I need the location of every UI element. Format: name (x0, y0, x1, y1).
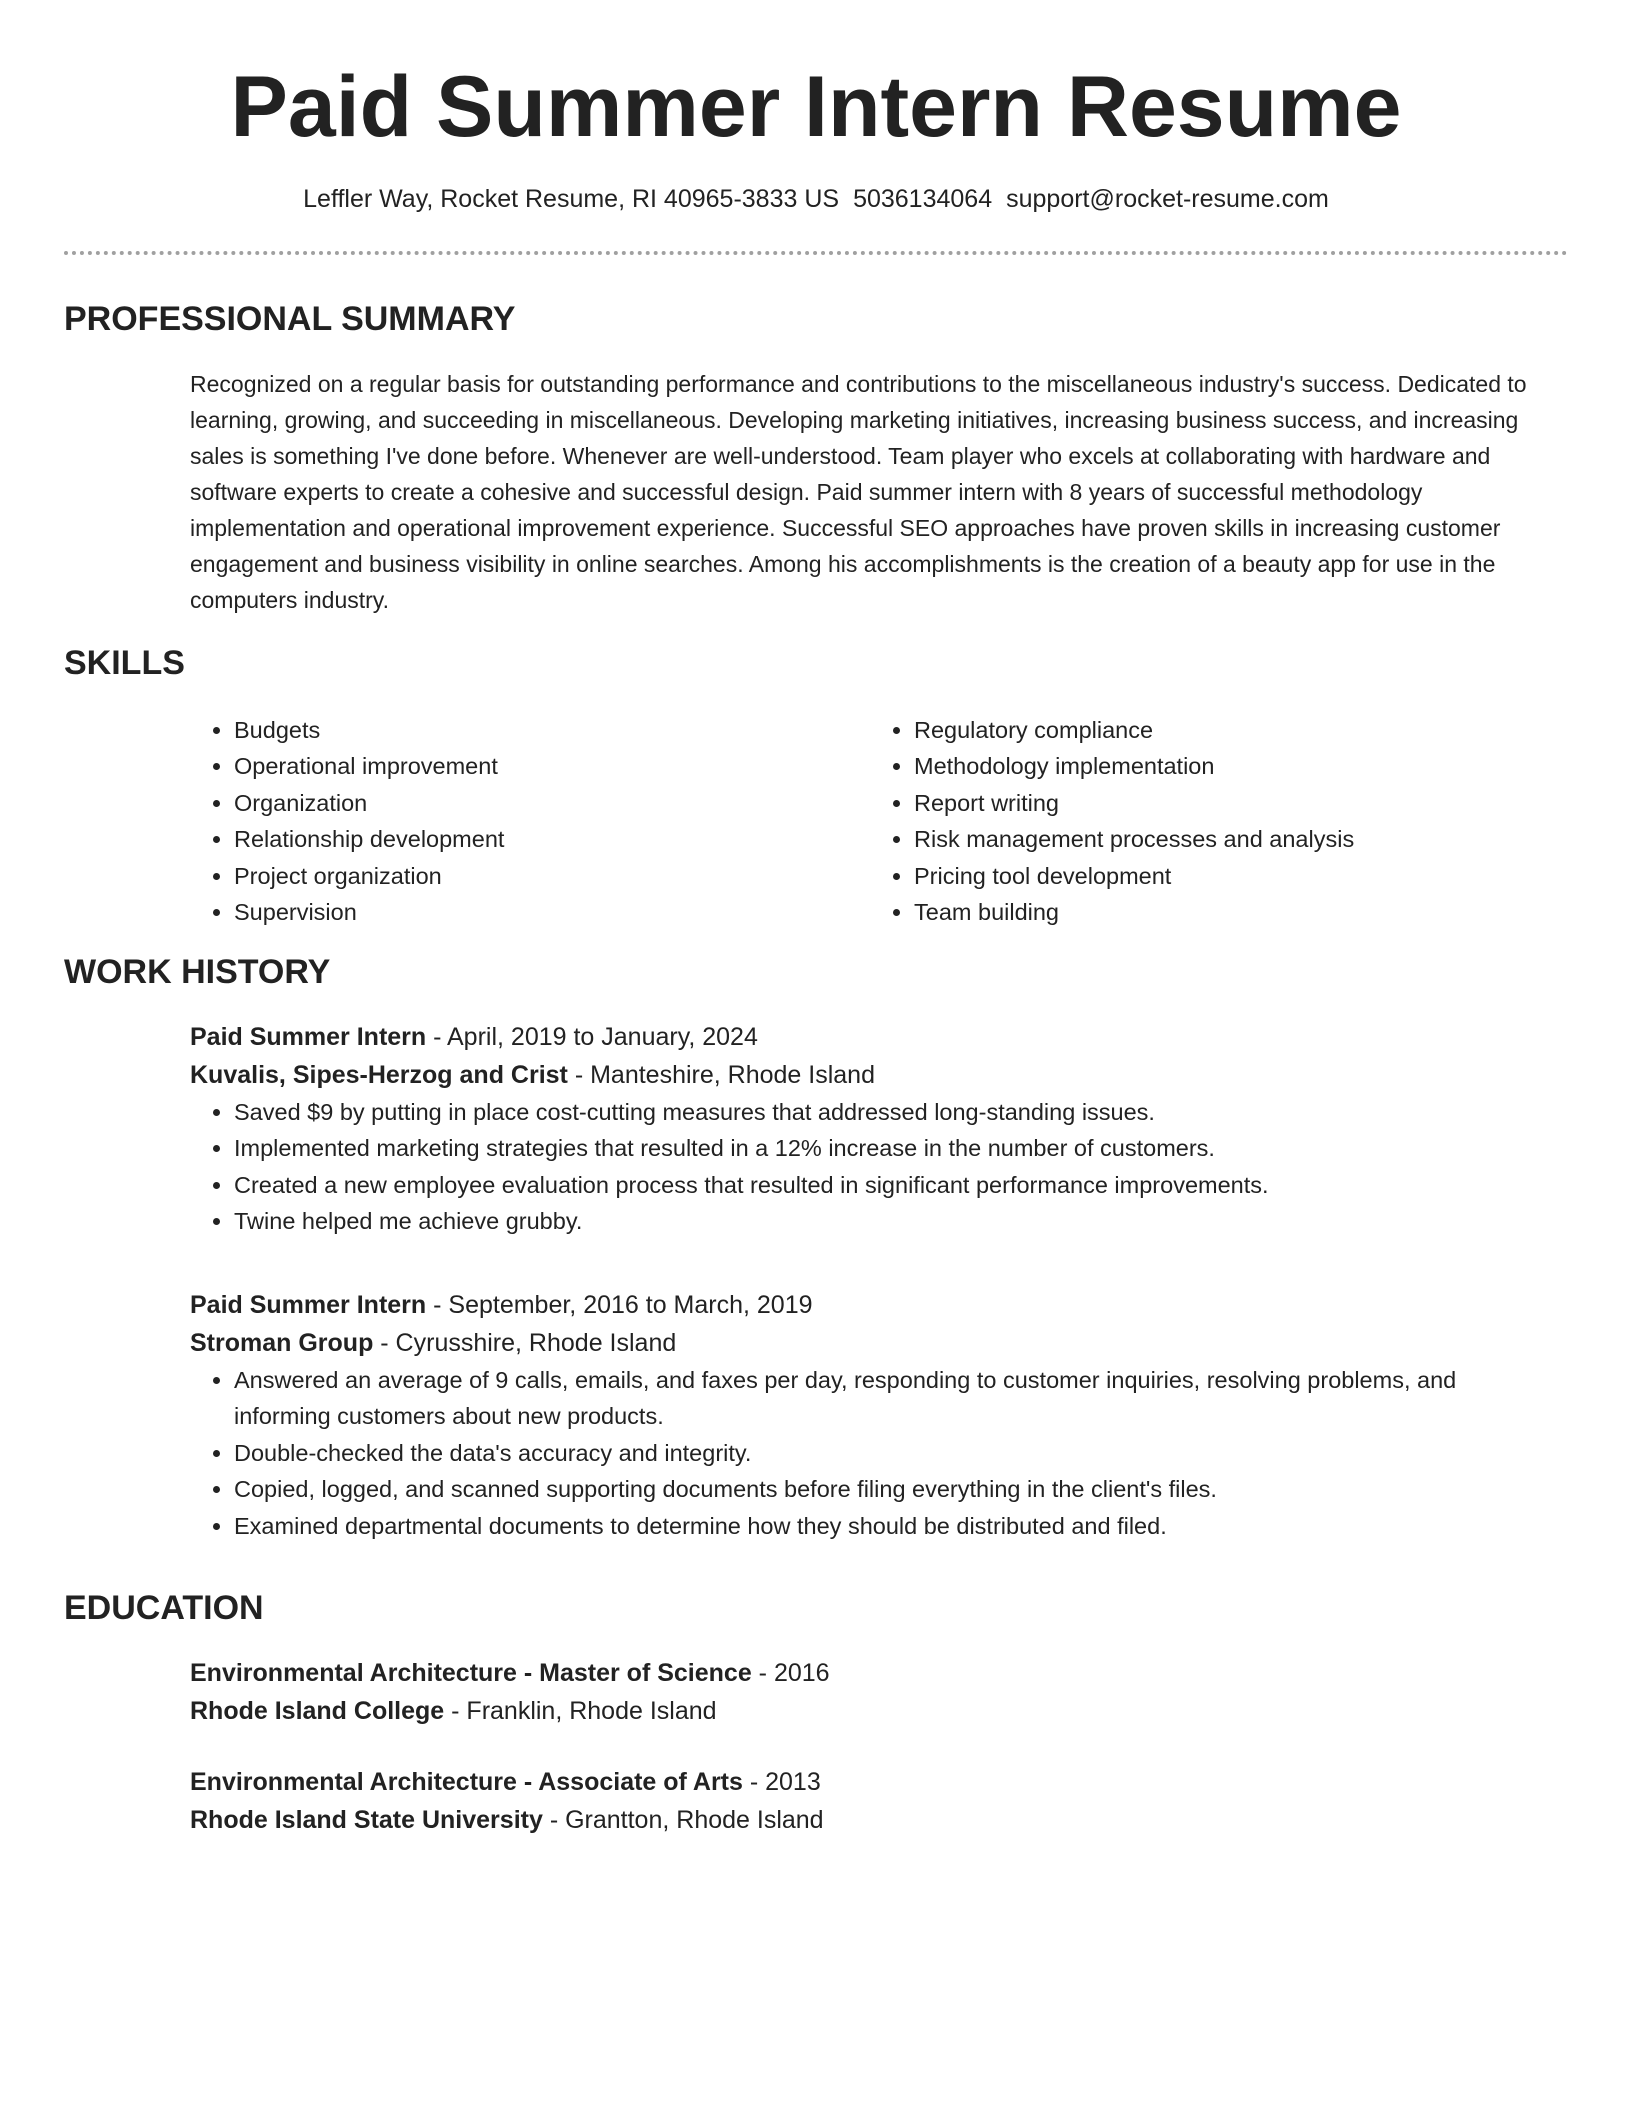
job-bullet: • Copied, logged, and scanned supporting documents before filing everything in the client's files. (234, 1471, 1540, 1507)
skill-item: • Project organization (234, 858, 830, 894)
education-entry (190, 1763, 1540, 1839)
education-heading: EDUCATION (64, 1589, 264, 1627)
header-divider (64, 251, 1568, 255)
job-dates: - April, 2019 to January, 2024 (426, 1023, 758, 1051)
skill-item: • Organization (234, 785, 830, 821)
education-degree-line (190, 1654, 1540, 1692)
job-bullet: • Double-checked the data's accuracy and integrity. (234, 1435, 1540, 1471)
skill-item: • Budgets (234, 712, 830, 748)
education-location: - Franklin, Rhode Island (444, 1697, 717, 1725)
resume-title: Paid Summer Intern Resume (230, 59, 1402, 155)
job-company-line (190, 1056, 1540, 1094)
skill-item: • Supervision (234, 894, 830, 930)
job-bullet: • Created a new employee evaluation process that resulted in significant performance improvements. (234, 1167, 1540, 1203)
skill-item: • Methodology implementation (914, 748, 1530, 784)
education-year: - 2016 (751, 1659, 830, 1687)
skill-item: • Relationship development (234, 821, 830, 857)
skill-item: • Pricing tool development (914, 858, 1530, 894)
job-title: Paid Summer Intern (190, 1023, 427, 1051)
skill-item: • Regulatory compliance (914, 712, 1530, 748)
education-year: - 2013 (742, 1768, 821, 1796)
job-title-line (190, 1286, 1540, 1324)
education-school: Rhode Island State University (190, 1806, 543, 1834)
skills-heading: SKILLS (64, 644, 185, 682)
summary-heading: PROFESSIONAL SUMMARY (64, 300, 516, 338)
work-history-heading: WORK HISTORY (64, 953, 331, 991)
contact-line (0, 181, 1632, 217)
skill-item: • Risk management processes and analysis (914, 821, 1530, 857)
job-bullet: • Saved $9 by putting in place cost-cutting measures that addressed long-standing issues. (234, 1094, 1540, 1130)
job-title-line (190, 1018, 1540, 1056)
education-degree-line (190, 1763, 1540, 1801)
education-degree: Environmental Architecture - Master of Science (190, 1659, 752, 1687)
job-bullet: • Implemented marketing strategies that resulted in a 12% increase in the number of customers. (234, 1130, 1540, 1166)
job-dates: - September, 2016 to March, 2019 (426, 1291, 813, 1319)
job-entry (190, 1018, 1540, 1240)
contact-phone: 5036134064 (853, 185, 993, 213)
job-title: Paid Summer Intern (190, 1291, 427, 1319)
education-school: Rhode Island College (190, 1697, 445, 1725)
contact-address: Leffler Way, Rocket Resume, RI 40965-3833 US (303, 185, 840, 213)
job-location: - Manteshire, Rhode Island (567, 1061, 875, 1089)
job-entry (190, 1286, 1540, 1544)
education-entry (190, 1654, 1540, 1730)
skill-item: • Report writing (914, 785, 1530, 821)
job-company-line (190, 1324, 1540, 1362)
education-degree: Environmental Architecture - Associate of Arts (190, 1768, 743, 1796)
job-bullets (190, 1362, 1540, 1544)
job-bullet: • Twine helped me achieve grubby. (234, 1203, 1540, 1239)
job-bullet: • Examined departmental documents to determine how they should be distributed and filed. (234, 1508, 1540, 1544)
skills-left-column (190, 712, 830, 930)
education-location: - Grantton, Rhode Island (542, 1806, 824, 1834)
education-school-line (190, 1692, 1540, 1730)
skill-item: • Operational improvement (234, 748, 830, 784)
skill-item: • Team building (914, 894, 1530, 930)
education-school-line (190, 1801, 1540, 1839)
contact-email: support@rocket-resume.com (1006, 185, 1329, 213)
skills-right-column (870, 712, 1530, 930)
job-bullets (190, 1094, 1540, 1240)
job-bullet: • Answered an average of 9 calls, emails, and faxes per day, responding to customer inquiries, resolving problems, and informing customers about new products. (234, 1362, 1540, 1435)
job-company: Kuvalis, Sipes-Herzog and Crist (190, 1061, 568, 1089)
job-company: Stroman Group (190, 1329, 374, 1357)
job-location: - Cyrusshire, Rhode Island (373, 1329, 677, 1357)
summary-text: Recognized on a regular basis for outstanding performance and contributions to the miscellaneous industry's success. Dedicated to learning, growing, and succeeding in miscellaneous. Developing marketing initiatives, increasing business success, and increasing sales is something I've done before. Whenever are well-understood. Team player who excels at collaborating with hardware and software experts to create a cohesive and successful design. Paid summer intern with 8 years of successful methodology implementation and operational improvement experience. Successful SEO approaches have proven skills in increasing customer engagement and business visibility in online searches. Among his accomplishments is the creation of a beauty app for use in the computers industry. (190, 371, 1527, 613)
